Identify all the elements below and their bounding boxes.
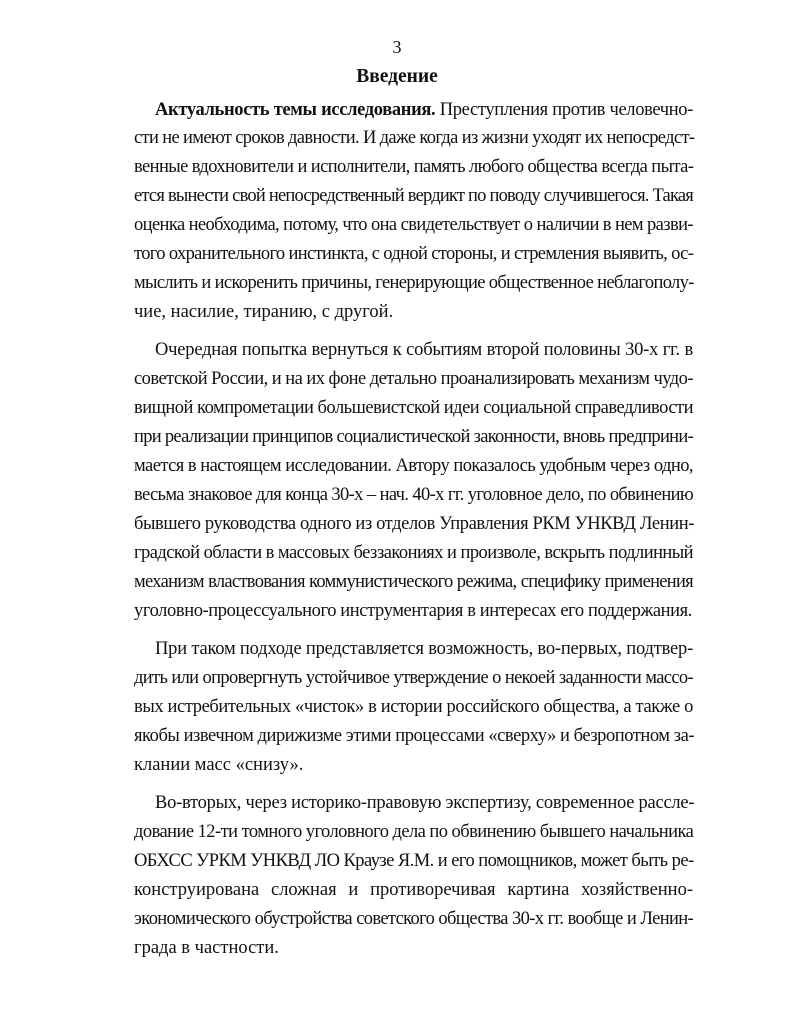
paragraph-4-line-5: экономического обустройства советского общества 30-х гг. вообще и Ленин-: [134, 909, 693, 929]
paragraph-1-line-6: того охранительного инстинкта, с одной стороны, и стремления выявить, ос-: [134, 244, 694, 264]
paragraph-2-line-9: механизм властвования коммунистического режима, специфику применения: [134, 572, 693, 592]
topic-relevance-lead: Актуальность темы исследования.: [155, 100, 436, 120]
paragraph-1-line-3: венные вдохновители и исполнители, память любого общества всегда пыта-: [134, 157, 694, 177]
paragraph-3-line-5: клании масс «снизу».: [134, 755, 304, 775]
paragraph-1-line-5: оценка необходима, потому, что она свидетельствует о наличии в нем разви-: [134, 215, 693, 235]
paragraph-2-line-3: вищной компрометации большевистской идеи социальной справедливости: [134, 398, 694, 418]
paragraph-4-line-6: града в частности.: [134, 938, 279, 958]
paragraph-1-line-1: [155, 98, 693, 122]
paragraph-4-line-3: ОБХСС УРКМ УНКВД ЛО Краузе Я.М. и его помощников, может быть ре-: [134, 851, 694, 871]
paragraph-3-line-2: дить или опровергнуть устойчивое утверждение о некоей заданности массо-: [134, 668, 693, 688]
paragraph-1-line-7: мыслить и искоренить причины, генерирующие общественное неблагополу-: [134, 273, 694, 293]
paragraph-2-line-4: при реализации принципов социалистической законности, вновь предприни-: [134, 427, 693, 447]
paragraph-4-line-1: Во-вторых, через историко-правовую экспертизу, современное рассле-: [155, 793, 695, 813]
text-line: Преступления против человечно-: [435, 100, 693, 120]
paragraph-2-line-6: весьма знаковое для конца 30-х – нач. 40-х гг. уголовное дело, по обвинению: [134, 485, 693, 505]
paragraph-4-line-2: дование 12-ти томного уголовного дела по обвинению бывшего начальника: [134, 822, 694, 842]
section-heading: Введение: [356, 66, 438, 87]
paragraph-1-line-8: чие, насилие, тиранию, с другой.: [134, 302, 394, 322]
paragraph-2-line-10: уголовно-процессуального инструментария в интересах его поддержания.: [134, 601, 692, 621]
paragraph-3-line-3: вых истребительных «чисток» в истории российского общества, а также о: [134, 697, 693, 717]
paragraph-1-line-2: сти не имеют сроков давности. И даже когда из жизни уходят их непосредст-: [134, 128, 695, 148]
paragraph-2-line-1: Очередная попытка вернуться к событиям второй половины 30-х гг. в: [155, 340, 693, 360]
paragraph-3-line-4: якобы извечном дирижизме этими процессами «сверху» и безропотном за-: [134, 726, 695, 746]
paragraph-1-line-4: ется вынести свой непосредственный вердикт по поводу случившегося. Такая: [134, 186, 693, 206]
page-number: 3: [392, 37, 402, 57]
paragraph-3-line-1: При таком подходе представляется возможность, во-первых, подтвер-: [155, 639, 694, 659]
paragraph-2-line-2: советской России, и на их фоне детально проанализировать механизм чудо-: [134, 369, 693, 389]
paragraph-2-line-8: градской области в массовых беззакониях и произволе, вскрыть подлинный: [134, 543, 693, 563]
paragraph-4-line-4: конструирована сложная и противоречивая картина хозяйственно-: [134, 880, 693, 900]
paragraph-2-line-5: мается в настоящем исследовании. Автору показалось удобным через одно,: [134, 456, 693, 476]
paragraph-2-line-7: бывшего руководства одного из отделов Управления РКМ УНКВД Ленин-: [134, 514, 694, 534]
